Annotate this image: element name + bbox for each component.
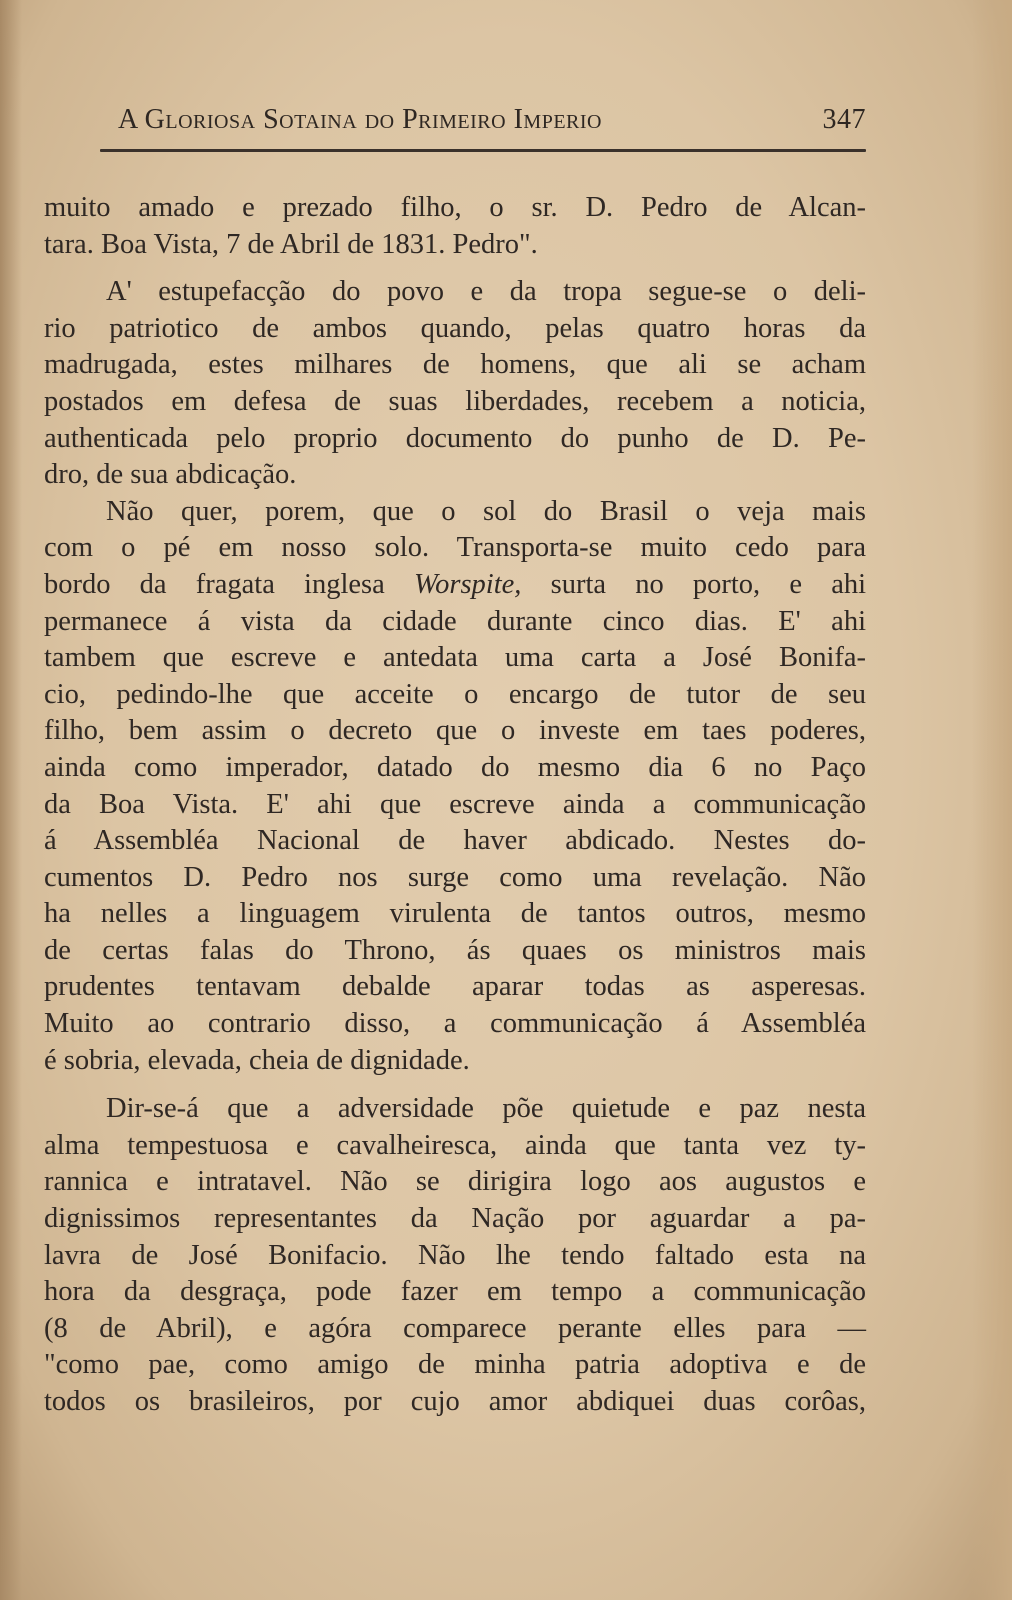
ship-name-italic: Worspite, (414, 568, 522, 600)
text-line: Não quer, porem, que o sol do Brasil o veja mais (106, 495, 866, 527)
text-line (44, 567, 866, 604)
text-line: (8 de Abril), e agóra comparece perante elles para — (44, 1312, 866, 1344)
running-title: A Gloriosa Sotaina do Primeiro Imperio (118, 104, 602, 135)
text-line: rio patriotico de ambos quando, pelas quatro horas da (44, 312, 866, 344)
running-header (118, 104, 866, 136)
text-line: de certas falas do Throno, ás quaes os ministros mais (44, 934, 866, 966)
text-line: permanece á vista da cidade durante cinco dias. E' ahi (44, 605, 866, 637)
text-line: com o pé em nosso solo. Transporta-se muito cedo para (44, 532, 866, 564)
text-line: ainda como imperador, datado do mesmo dia 6 no Paço (44, 751, 866, 783)
text-line: todos os brasileiros, por cujo amor abdiquei duas corôas, (44, 1386, 866, 1417)
text-segment: surta no porto, e ahi (550, 568, 867, 600)
text-line: alma tempestuosa e cavalheiresca, ainda que tanta vez ty- (44, 1129, 866, 1161)
text-segment: bordo da fragata inglesa (44, 568, 385, 600)
header-rule (100, 149, 866, 152)
text-line: Muito ao contrario disso, a communicação á Assembléa (44, 1008, 866, 1040)
text-line: tara. Boa Vista, 7 de Abril de 1831. Pedro". (44, 228, 538, 260)
page-number: 347 (822, 104, 866, 135)
text-line: "como pae, como amigo de minha patria adoptiva e de (44, 1349, 866, 1381)
text-line: prudentes tentavam debalde aparar todas as asperesas. (44, 971, 866, 1003)
text-line: cio, pedindo-lhe que acceite o encargo de tutor de seu (44, 678, 866, 710)
text-line: madrugada, estes milhares de homens, que ali se acham (44, 349, 866, 381)
text-line: hora da desgraça, pode fazer em tempo a communicação (44, 1276, 866, 1308)
text-line: A' estupefacção do povo e da tropa segue-se o deli- (106, 276, 866, 308)
text-line: cumentos D. Pedro nos surge como uma revelação. Não (44, 861, 866, 893)
page-edge-shadow-right (972, 0, 1012, 1600)
text-line: rannica e intratavel. Não se dirigira logo aos augustos e (44, 1166, 866, 1198)
page-edge-shadow-left (0, 0, 22, 1600)
text-line: muito amado e prezado filho, o sr. D. Pedro de Alcan- (44, 192, 866, 223)
text-line: ha nelles a linguagem virulenta de tantos outros, mesmo (44, 898, 866, 930)
paragraph-gap (44, 263, 866, 274)
text-line: tambem que escreve e antedata uma carta a José Bonifa- (44, 642, 866, 674)
text-line: dro, de sua abdicação. (44, 459, 297, 491)
text-line: filho, bem assim o decreto que o investe em taes poderes, (44, 715, 866, 747)
text-line: authenticada pelo proprio documento do punho de D. Pe- (44, 422, 866, 454)
body-text (44, 190, 866, 1421)
text-line: postados em defesa de suas liberdades, recebem a noticia, (44, 385, 866, 417)
text-line: Dir-se-á que a adversidade põe quietude e paz nesta (106, 1093, 866, 1125)
text-line: da Boa Vista. E' ahi que escreve ainda a communicação (44, 788, 866, 820)
paragraph-gap (44, 1079, 866, 1091)
text-line: á Assembléa Nacional de haver abdicado. Nestes do- (44, 825, 866, 857)
text-line: lavra de José Bonifacio. Não lhe tendo faltado esta na (44, 1239, 866, 1271)
text-line: é sobria, elevada, cheia de dignidade. (44, 1044, 470, 1076)
text-line: dignissimos representantes da Nação por aguardar a pa- (44, 1203, 866, 1235)
